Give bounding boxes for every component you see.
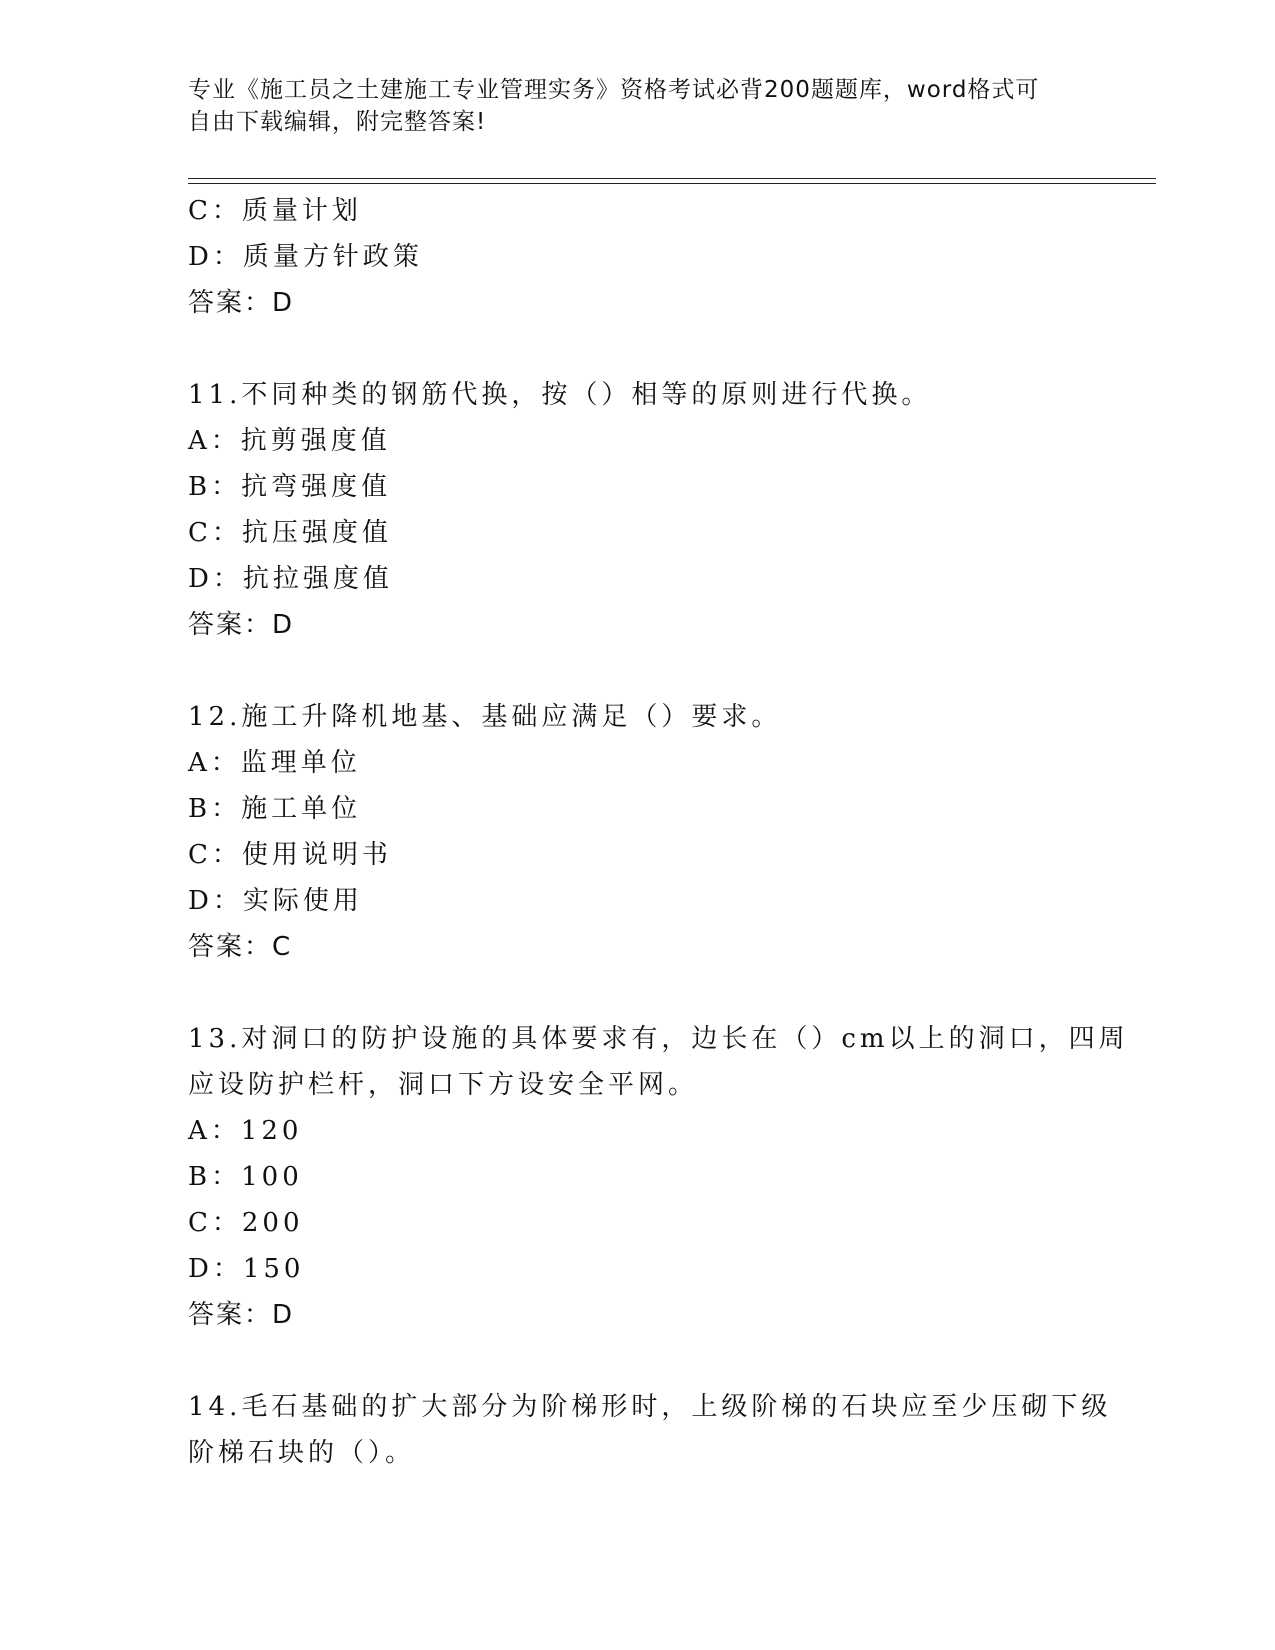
header-divider-bottom — [188, 183, 1156, 184]
question-13-stem-line-2: 应设防护栏杆，洞口下方设安全平网。 — [188, 1070, 699, 1100]
answer-line: 答案：D — [188, 288, 295, 318]
question-content — [188, 188, 1129, 1476]
question-12-option-c: C：使用说明书 — [188, 840, 392, 870]
question-11-answer: 答案：D — [188, 610, 295, 640]
question-11-option-d: D：抗拉强度值 — [188, 564, 393, 594]
question-11-option-a: A：抗剪强度值 — [188, 426, 391, 456]
option-d: D：质量方针政策 — [188, 242, 423, 272]
header-line-2: 自由下载编辑，附完整答案! — [188, 109, 487, 135]
question-13-option-b: B：100 — [188, 1162, 303, 1192]
question-gap — [188, 326, 1088, 372]
question-11-option-b: B：抗弯强度值 — [188, 472, 392, 502]
header-line-1: 专业《施工员之土建施工专业管理实务》资格考试必背200题题库，word格式可 — [188, 77, 1040, 103]
question-12-option-a: A：监理单位 — [188, 748, 361, 778]
question-12-option-b: B：施工单位 — [188, 794, 362, 824]
header-divider-top — [188, 178, 1156, 179]
question-12-stem: 12.施工升降机地基、基础应满足（）要求。 — [188, 702, 782, 732]
question-14-stem-line-1: 14.毛石基础的扩大部分为阶梯形时，上级阶梯的石块应至少压砌下级 — [188, 1392, 1112, 1422]
question-13-answer: 答案：D — [188, 1300, 295, 1330]
question-12-answer: 答案：C — [188, 932, 293, 962]
question-13-stem-line-1: 13.对洞口的防护设施的具体要求有，边长在（）cm以上的洞口，四周 — [188, 1024, 1129, 1054]
question-14-stem-line-2: 阶梯石块的（）。 — [188, 1438, 416, 1468]
question-12-option-d: D：实际使用 — [188, 886, 363, 916]
question-13-option-c: C：200 — [188, 1208, 304, 1238]
question-gap — [188, 1338, 1088, 1384]
option-c: C：质量计划 — [188, 196, 362, 226]
document-header — [188, 74, 1068, 138]
question-11-stem: 11.不同种类的钢筋代换，按（）相等的原则进行代换。 — [188, 380, 932, 410]
question-gap — [188, 970, 1088, 1016]
question-gap — [188, 648, 1088, 694]
question-13-option-a: A：120 — [188, 1116, 303, 1146]
question-13-option-d: D：150 — [188, 1254, 305, 1284]
question-11-option-c: C：抗压强度值 — [188, 518, 392, 548]
